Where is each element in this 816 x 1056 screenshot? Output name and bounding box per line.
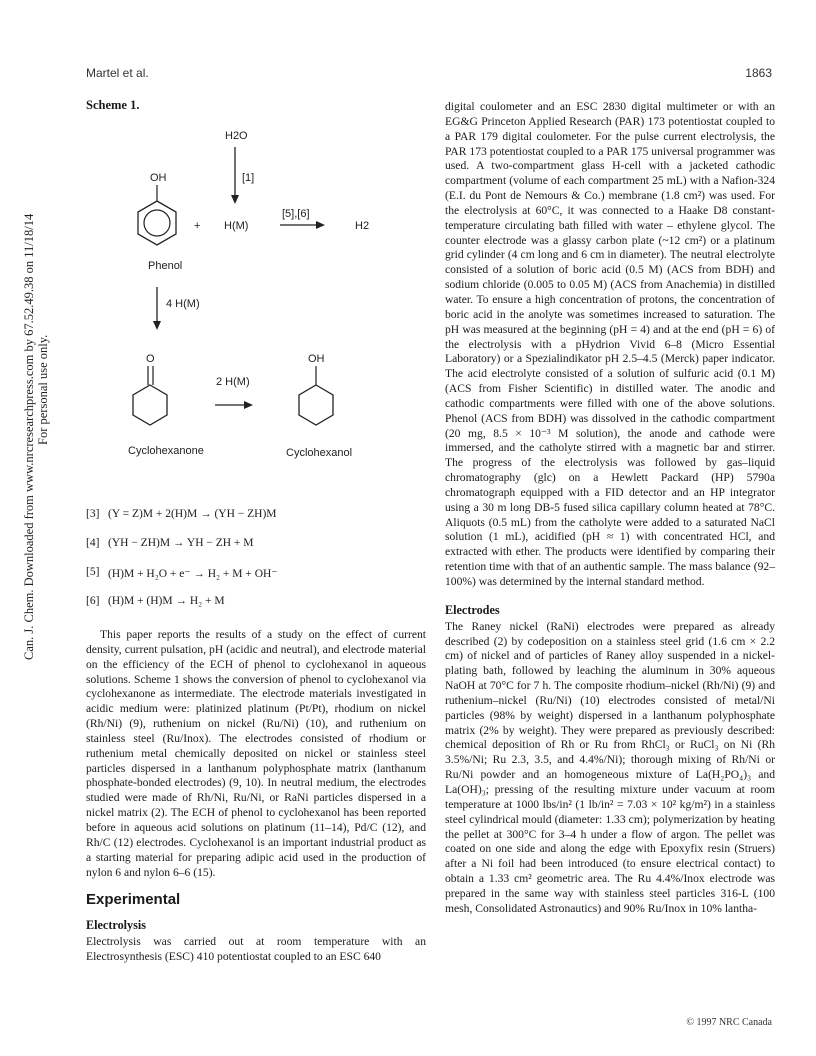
watermark-line-2: For personal use only. [36, 334, 50, 445]
two-hydrogen-label: 2 H(M) [216, 376, 250, 388]
phenol-aromatic-circle [144, 210, 170, 236]
equation-number: [3] [86, 508, 100, 520]
scheme-title: Scheme 1. [86, 98, 140, 112]
hydrogen-evolution-arrowhead [316, 221, 325, 229]
intro-paragraph: This paper reports the results of a study on the effect of current density, current pulsation, pH (acidic and neutral), and electrode material on the efficiency of the ECH of phenol to cyclohexanol in aqueous solutions. Scheme 1 shows the conversion of phenol to cyclohexanol via cyclohexanone as intermediate. The electrode materials investigated in acidic medium were: platinized platinum (Pt/Pt), rhodium on nickel (Rh/Ni) (9), ruthenium on nickel (Ru/Ni) (10), and ruthenium on stainless steel (Ru/Inox). The electrodes consisted of rhodium or ruthenium metal chemically deposited on nickel or stainless steel particles dispersed in a lanthanum polyphosphate matrix (lanthanum phosphate-bonded electrodes) (9, 10). In neutral medium, the electrodes studied were made of Rh/Ni, Ru/Ni, or RaNi particles dispersed in a nickel matrix (2). The ECH of phenol to cyclohexanol has been reported before in aqueous acid solutions on platinum (11–14), Pd/C (12), and Rh/C (12) electrodes. Cyclohexanol is an important industrial product as a starting material for preparing adipic acid used in the production of nylon 6 and nylon 6–6 (15). [86, 628, 426, 879]
download-watermark [0, 0, 50, 1056]
watermark-line-1: Can. J. Chem. Downloaded from www.nrcresearchpress.com by 67.52.49.38 on 11/18/14 [22, 213, 36, 660]
cyclohexanone-label: Cyclohexanone [128, 445, 204, 457]
equation-number: [5] [86, 566, 100, 578]
ketone-hydrogenation-arrowhead [244, 401, 253, 409]
water-label: H2O [225, 130, 248, 142]
right-column [445, 100, 775, 917]
cyclohexanol-ring [299, 385, 333, 425]
left-column [86, 628, 426, 965]
running-header-authors: Martel et al. [86, 66, 149, 80]
equation-text: (YH − ZH)M → YH − ZH + M [108, 537, 254, 549]
step-1-label: [1] [242, 172, 255, 184]
equation-text: (H)M + H₂O + e⁻ → H₂ + M + OH⁻ [108, 568, 278, 580]
plus-sign: + [194, 220, 201, 232]
adsorbed-hydrogen-label: H(M) [224, 220, 249, 232]
electrodes-paragraph: The Raney nickel (RaNi) electrodes were prepared as already described (2) by codeposition on a stainless steel grid (1.6 cm × 2.2 cm) of nickel and of particles of Raney alloy suspended in a nickel-plating bath, followed by leaching the aluminum in 30% aqueous NaOH at 70°C for 7 h. The composite rhodium–nickel (Rh/Ni) (9) and ruthenium–nickel (Ru/Ni) (10) electrodes consisted of metal/Ni particles (98% by weight) dispersed in a lanthanum polyphosphate matrix (2% by weight). They were prepared as previously described: chemical deposition of Rh or Ru from RhCl₃ or RuCl₃ on Ni (Rh 3.5%/Ni; Ru 2.3, 3.5, and 4.4%/Ni); thorough mixing of Rh/Ni or Ru/Ni powder and an homogeneous mixture of La(H₂PO₄)₃ and La(OH)₃; pressing of the resulting mixture under vacuum at room temperature at 1000 lbs/in² (1 lb/in² = 7.03 × 10² kg/m²) in a stainless steel cylindrical mould (diameter: 1.33 cm); polymerization by heating the pellet at 300°C for 3–4 h under a flow of argon. The pellet was coated on one side and along the edge with Epoxyfix resin (Struers) after a Ni foil had been introduced (to ensure electrical contact) to obtain a 1.33 cm² geometric area. The Ru 4.4%/Inox electrode was prepared in the same way with stainless steel particles 316-L (100 mesh, Consolidated Astronautics) and 90% Ru/Inox in 10% lantha- [445, 619, 775, 915]
equation-6 [86, 595, 426, 624]
equation-3 [86, 508, 426, 537]
equation-list [86, 508, 426, 624]
electrolysis-heading: Electrolysis [86, 918, 147, 933]
equation-number: [6] [86, 595, 100, 607]
phenol-label: Phenol [148, 260, 183, 272]
electrodes-heading: Electrodes [445, 602, 500, 617]
phenol-oh-label: OH [150, 172, 167, 184]
electrolysis-paragraph: Electrolysis was carried out at room temperature with an Electrosynthesis (ESC) 410 potentiostat coupled to an ESC 640 [86, 935, 426, 963]
equation-4 [86, 537, 426, 566]
equation-number: [4] [86, 537, 100, 549]
cyclohexanone-ring [133, 385, 167, 425]
experimental-heading: Experimental [86, 891, 181, 909]
copyright-footer: © 1997 NRC Canada [686, 1017, 772, 1028]
reaction-scheme-figure [86, 115, 426, 485]
equation-text: (H)M + (H)M → H₂ + M [108, 595, 225, 607]
download-watermark-text [22, 214, 50, 660]
reaction-scheme [86, 115, 426, 485]
four-hydrogen-label: 4 H(M) [166, 298, 200, 310]
equation-text: (Y = Z)M + 2(H)M → (YH − ZH)M [108, 508, 277, 520]
phenol-hydrogenation-arrowhead [153, 321, 161, 330]
cyclohexanol-label: Cyclohexanol [286, 447, 353, 459]
ketone-oxygen-label: O [146, 353, 155, 365]
water-arrowhead [231, 195, 239, 204]
hydrogen-gas-label: H2 [355, 220, 370, 232]
electrolysis-continued-paragraph: digital coulometer and an ESC 2830 digital multimeter or with an EG&G Princeton Applied Research (PAR) 173 potentiostat coupled to a PAR 179 digital coulometer. For the pulse current electrolysis, the PAR 173 potentiostat coupled to a PAR 175 universal programmer was used. A two-compartment glass H-cell with a jacketed cathodic compartment (volume of each compartment 25 mL) with a Nafion-324 (E.I. du Pont de Nemours & Co.) membrane (1.8 cm²) was used. For the electrolysis at 60°C, it was connected to a Haake D8 constant-temperature circulating bath filled with water – ethylene glycol. The counter electrode was a glassy carbon plate (~12 cm²) or a platinum grid cylinder (4 cm long and 6 cm in diameter). The neutral electrolyte consisted of a solution of boric acid (0.5 M) (ACS from BDH) and sodium chloride (0.005 to 0.05 M) (ACS from Anachemia) in distilled water. To ensure a high concentration of protons, the concentration of boric acid in the anolyte was sometimes increased to saturation. The pH was measured at the beginning (pH = 4) and at the end (pH = 6) of the electrolysis with a pHydrion Vivid 6–8 (Micro Essential Laboratory) or a Spezialindikator pH 2.5–4.5 (Merck) paper indicator. The acid electrolyte consisted of a solution of sulfuric acid (0.1 M) (ACS from Fisher Scientific) in distilled water. The anodic and cathodic compartments were filled with one of the above solutions. Phenol (ACS from BDH) was dissolved in the cathodic compartment (20 mg, 8.5 × 10⁻³ M solution), the anode and cathode were immersed, and the catholyte stirred with a magnetic bar and stirrer. The progress of the electrolysis was followed by gas–liquid chromatography (glc) on a Hewlett Packard (HP) 5790a chromatograph equipped with a FID detector and an HP integrator using a 30 m long DB-5 fused silica capillary column heated at 78°C. Aliquots (0.5 mL) from the catholyte were added to a saturated NaCl solution (1 mL), acidified (pH ≈ 1) with concentrated HCl, and extracted with ether. The products were identified by comparing their retention time with that of an authentic sample. The mass balance (92–100%) was determined by the internal standard method. [445, 100, 775, 588]
alcohol-oh-label: OH [308, 353, 325, 365]
step-5-6-label: [5],[6] [282, 208, 310, 220]
equation-5 [86, 566, 426, 595]
page-number: 1863 [745, 66, 772, 80]
